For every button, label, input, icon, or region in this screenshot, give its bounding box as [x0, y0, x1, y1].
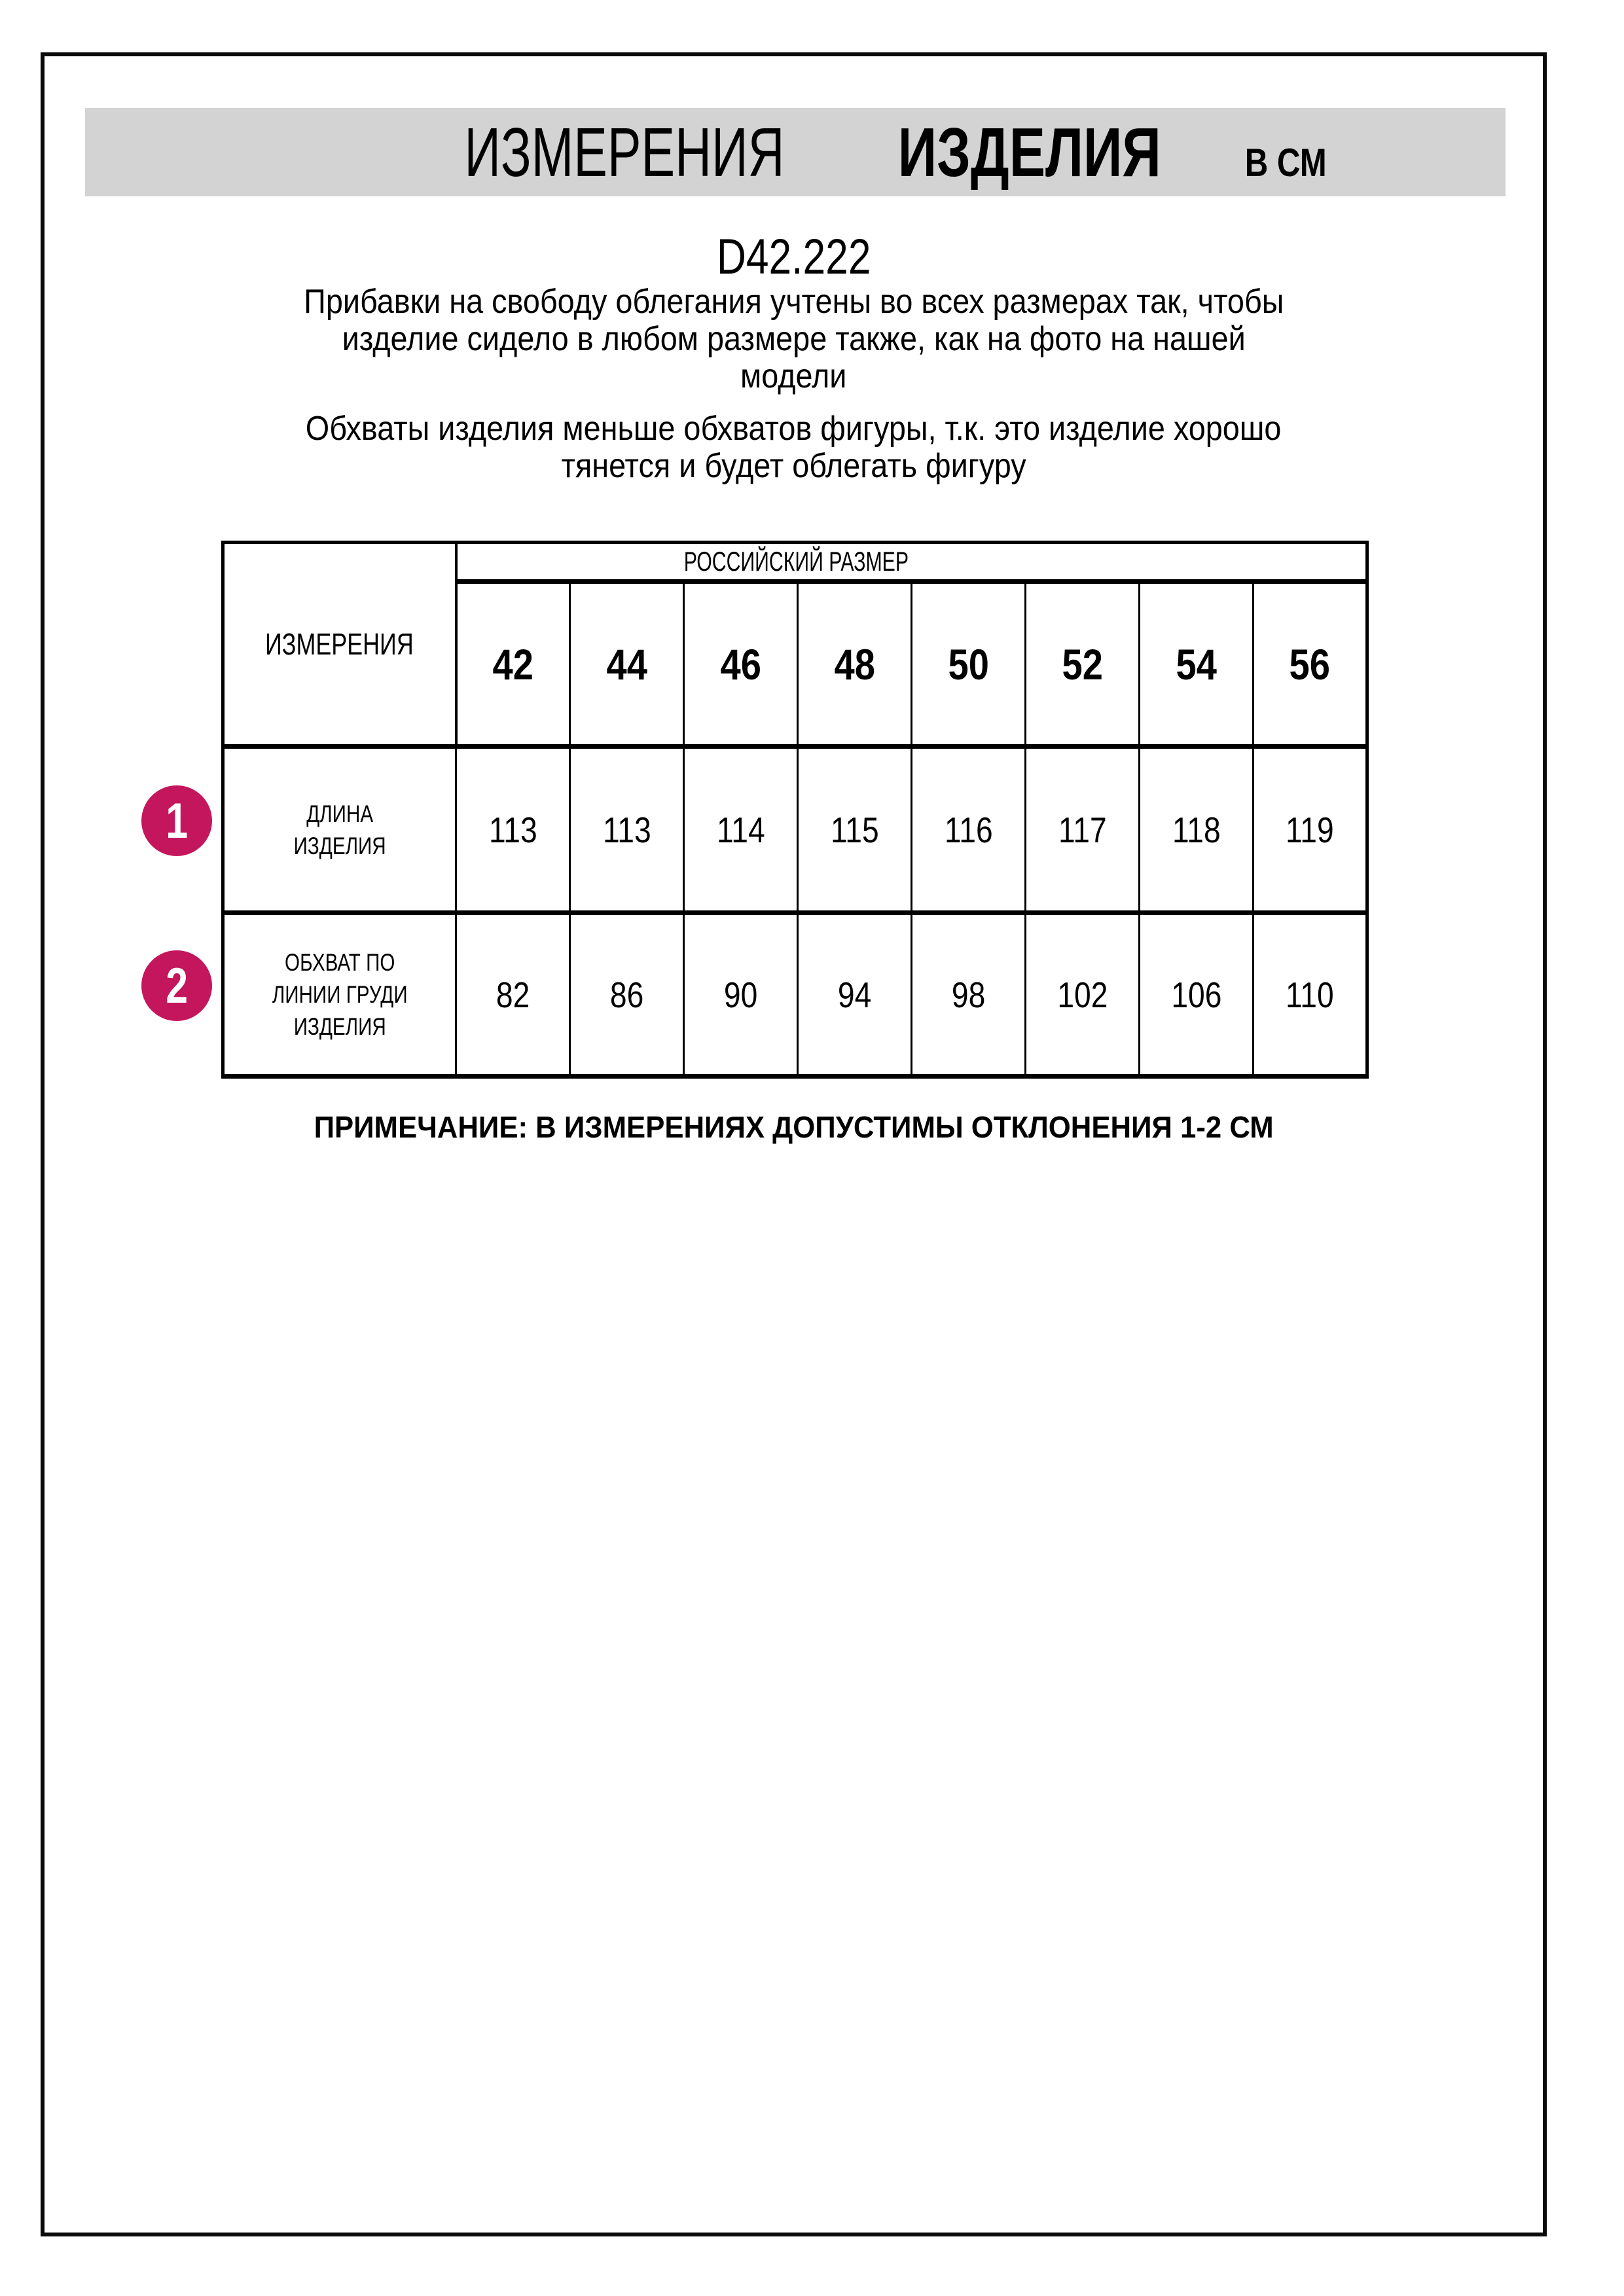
length-value-54: 118: [1140, 747, 1254, 913]
size-cell-42: 42: [456, 582, 570, 747]
size-table: [221, 541, 1369, 1079]
stretch-note-line-2: тянется и будет облегать фигуру: [561, 447, 1026, 485]
tolerance-note: [41, 1110, 1547, 1144]
title-product: ИЗДЕЛИЯ: [897, 113, 1161, 191]
length-value-46: 114: [684, 747, 798, 913]
table-corner-cell: [223, 543, 456, 747]
size-cell-48: 48: [798, 582, 912, 747]
size-cell-56: 56: [1254, 582, 1367, 747]
length-value-56: 119: [1254, 747, 1367, 913]
length-value-50: 116: [912, 747, 1026, 913]
size-cell-54: 54: [1140, 582, 1254, 747]
fit-allowance-line-3: модели: [740, 357, 847, 395]
title-banner: [85, 108, 1506, 196]
article-code: [41, 230, 1547, 284]
tolerance-note-text: ПРИМЕЧАНИЕ: В ИЗМЕРЕНИЯХ ДОПУСТИМЫ ОТКЛОНЕНИЯ 1-2 СМ: [314, 1110, 1274, 1144]
measurements-label: ИЗМЕРЕНИЯ: [265, 627, 414, 661]
row-label-length: ДЛИНА ИЗДЕЛИЯ: [223, 747, 456, 913]
chest-value-44: 86: [570, 913, 684, 1077]
row-label-chest: ОБХВАТ ПО ЛИНИИ ГРУДИ ИЗДЕЛИЯ: [223, 913, 456, 1077]
russian-size-header-cell: [456, 543, 1367, 582]
size-cell-52: 52: [1026, 582, 1140, 747]
length-value-42: 113: [456, 747, 570, 913]
chest-value-48: 94: [798, 913, 912, 1077]
russian-size-label: РОССИЙСКИЙ РАЗМЕР: [683, 546, 909, 577]
page-title: [405, 113, 1336, 191]
chest-value-50: 98: [912, 913, 1026, 1077]
title-measurements: ИЗМЕРЕНИЯ: [464, 113, 785, 191]
chest-value-54: 106: [1140, 913, 1254, 1077]
fit-allowance-line-2: изделие сидело в любом размере также, как на фото на нашей: [342, 320, 1246, 358]
chest-value-52: 102: [1026, 913, 1140, 1077]
chest-value-42: 82: [456, 913, 570, 1077]
size-cell-46: 46: [684, 582, 798, 747]
table-row-length: [223, 747, 1367, 913]
length-value-52: 117: [1026, 747, 1140, 913]
table-row-chest: [223, 913, 1367, 1077]
stretch-note-line-1: Обхваты изделия меньше обхватов фигуры, т.к. это изделие хорошо: [306, 410, 1282, 448]
marker-1-badge: [141, 785, 212, 856]
fit-allowance-note: [41, 283, 1547, 395]
marker-1-number: 1: [166, 793, 188, 849]
chest-value-46: 90: [684, 913, 798, 1077]
stretch-note: [41, 410, 1547, 485]
length-value-48: 115: [798, 747, 912, 913]
table-group-header-row: [223, 543, 1367, 582]
title-units: В СМ: [1245, 140, 1327, 185]
marker-2-number: 2: [166, 958, 188, 1014]
length-value-44: 113: [570, 747, 684, 913]
size-cell-44: 44: [570, 582, 684, 747]
marker-2-badge: [141, 950, 212, 1021]
chest-value-56: 110: [1254, 913, 1367, 1077]
size-cell-50: 50: [912, 582, 1026, 747]
article-code-text: D42.222: [716, 229, 871, 285]
fit-allowance-line-1: Прибавки на свободу облегания учтены во всех размерах так, чтобы: [303, 283, 1284, 321]
